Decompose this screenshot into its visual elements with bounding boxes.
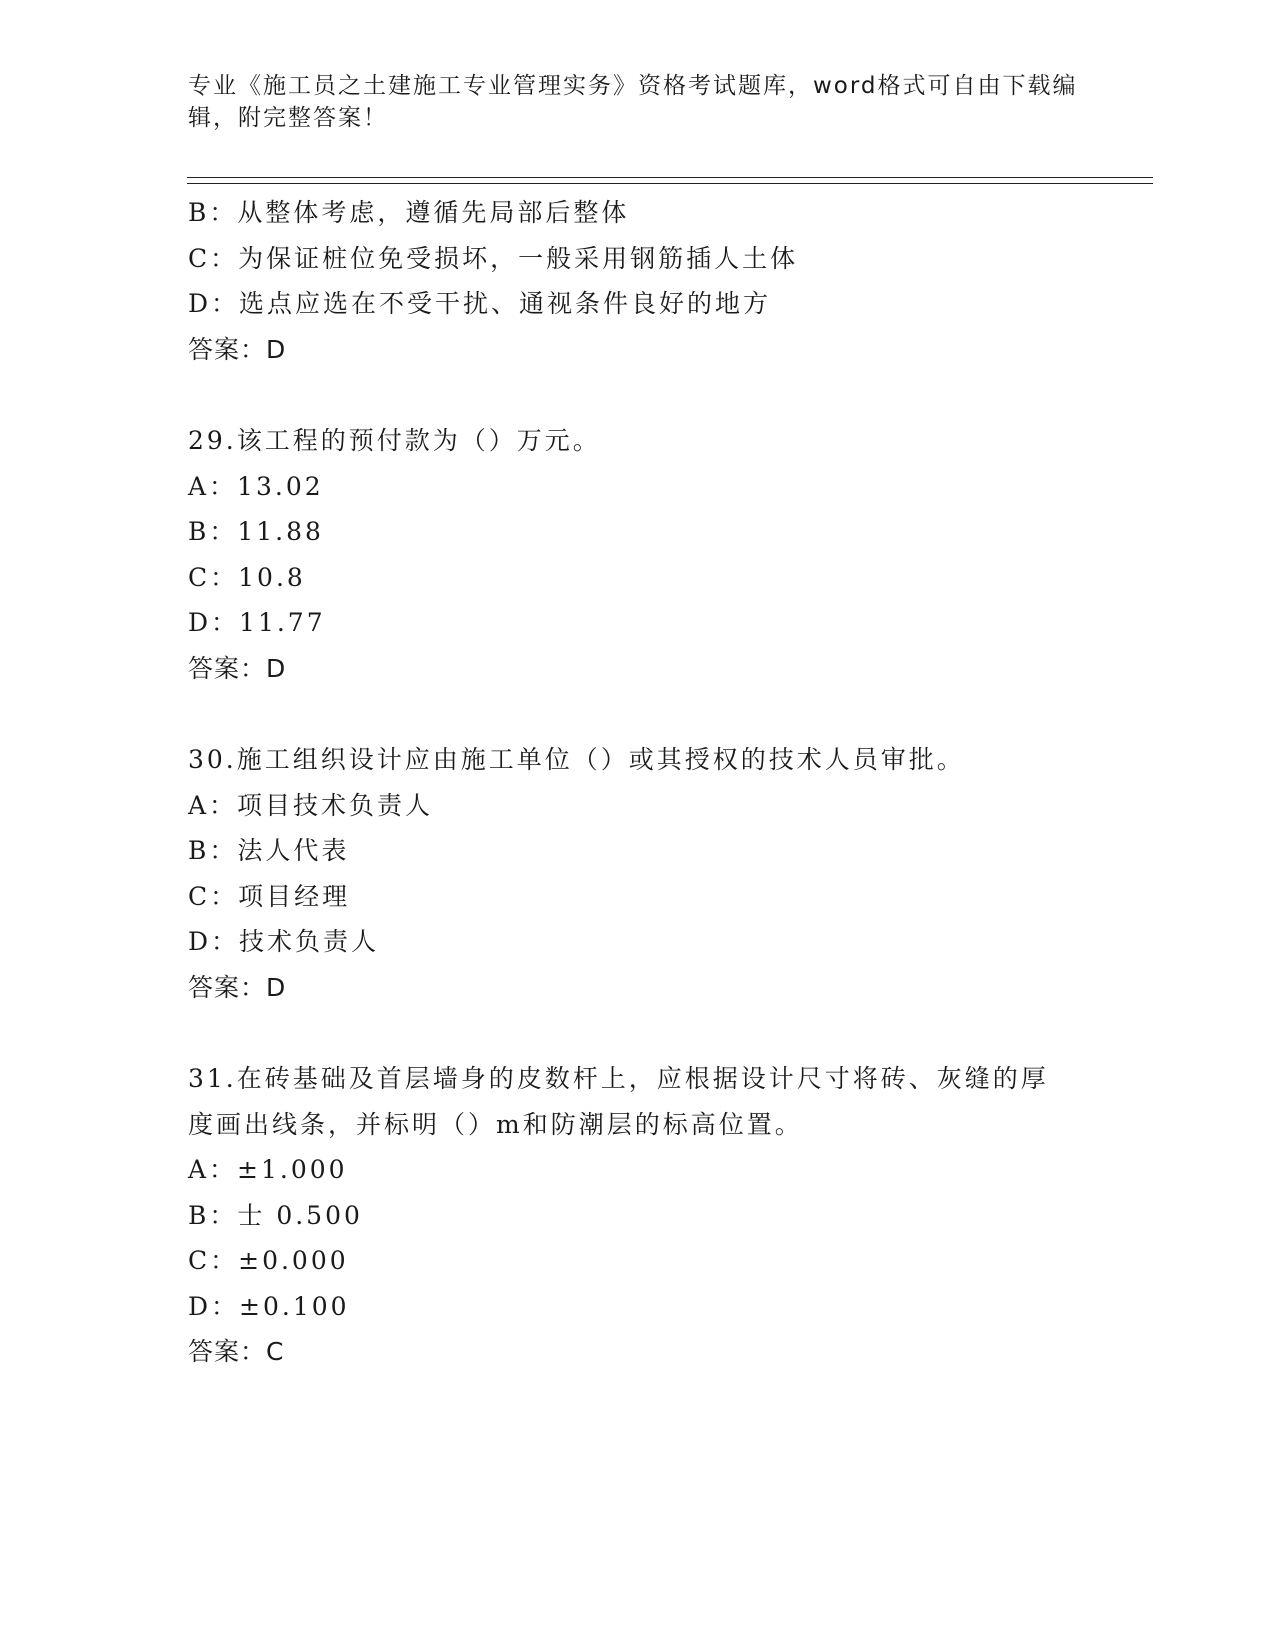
answer: 答案：D [188,334,287,364]
option-b: B：11.88 [188,517,324,546]
header-divider-bottom [187,183,1153,184]
question-content [188,190,1088,1375]
spacer [188,1010,1088,1056]
spacer [188,691,1088,737]
option-d: D：技术负责人 [188,927,380,956]
option-c: C：±0.000 [188,1246,349,1275]
question-28-tail [188,190,1088,372]
question-stem-line-2: 度画出线条，并标明（）m和防潮层的标高位置。 [188,1109,803,1139]
question-stem-line-1: 31.在砖基础及首层墙身的皮数杆上，应根据设计尺寸将砖、灰缝的厚 [188,1064,1049,1093]
question-stem: 29.该工程的预付款为（）万元。 [188,426,601,455]
answer: 答案：C [188,1337,285,1366]
spacer [188,372,1088,418]
header-line-1: 专业《施工员之土建施工专业管理实务》资格考试题库，word格式可自由下载编 [188,73,1078,99]
question-30 [188,737,1088,1010]
option-d: D：选点应选在不受干扰、通视条件良好的地方 [188,289,772,318]
option-c: C：为保证桩位免受损坏，一般采用钢筋插人土体 [188,243,799,273]
question-stem: 30.施工组织设计应由施工单位（）或其授权的技术人员审批。 [188,745,965,774]
option-a: A：项目技术负责人 [188,790,434,820]
option-b: B：士 0.500 [188,1200,363,1230]
answer: 答案：D [188,972,287,1002]
option-c: C：10.8 [188,562,306,592]
option-d: D：±0.100 [188,1291,350,1321]
header-line-2: 辑，附完整答案！ [188,105,388,131]
option-b: B：法人代表 [188,836,350,865]
header-divider-top [187,177,1153,178]
answer: 答案：D [188,653,287,683]
option-c: C：项目经理 [188,881,351,911]
question-29 [188,418,1088,691]
option-a: A：±1.000 [188,1155,348,1184]
option-d: D：11.77 [188,608,326,637]
option-b: B：从整体考虑，遵循先局部后整体 [188,198,630,227]
option-a: A：13.02 [188,471,324,501]
question-31 [188,1056,1088,1375]
document-header [188,70,1088,134]
